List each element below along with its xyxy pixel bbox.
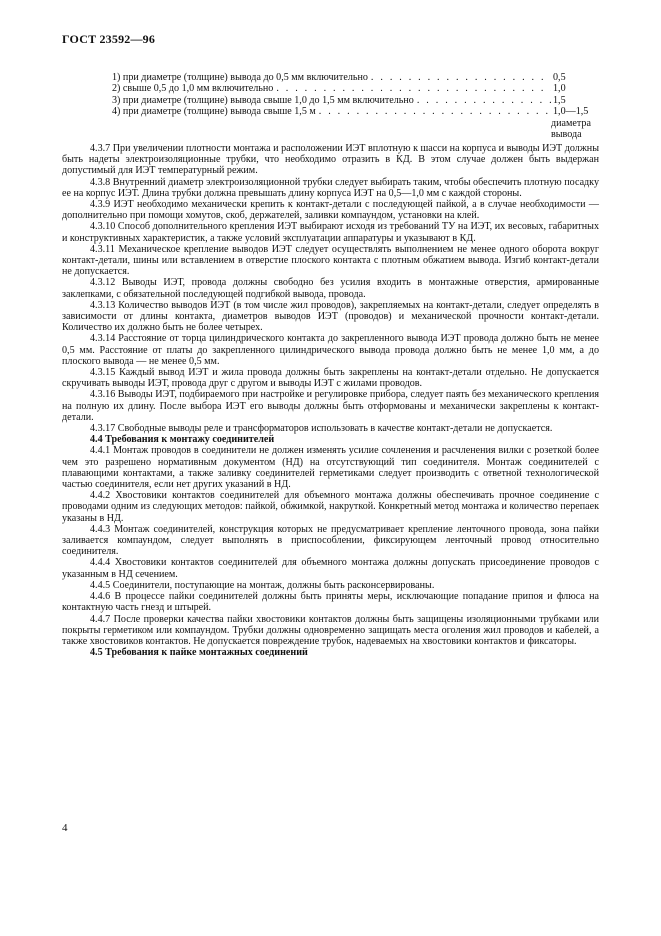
paragraph: 4.3.14 Расстояние от торца цилиндрического контакта до закрепленного вывода ИЭТ провода должно быть не менее 0,5 мм. Расстояние от платы до закрепленного цилиндрического вывода провода должно быть не менее 1,0 мм, а до плоского вывода — не менее 0,5 мм. <box>62 333 599 367</box>
dot-leader <box>319 106 551 117</box>
paragraph: 4.4.3 Монтаж соединителей, конструкция которых не предусматривает крепление ленточного провода, зона пайки заливается компаундом, следует выполнять в приспособлении, фиксирующем ленточный провод относительно соединителя. <box>62 523 599 558</box>
paragraph: 4.3.7 При увеличении плотности монтажа и расположении ИЭТ вплотную к шасси на корпуса и выводы ИЭТ должны быть надеты электроизоляционные трубки, что необходимо отразить в КД. В этом случае должен быть выдержан допустимый для ИЭТ температурный режим. <box>62 142 599 177</box>
paragraph: 4.3.15 Каждый вывод ИЭТ и жила провода должны быть закреплены на контакт-детали отдельно. Не допускается скручивать выводы ИЭТ, провода друг с другом и выводы ИЭТ с жилами проводов. <box>62 367 599 390</box>
list-item-text: 3) при диаметре (толщине) вывода свыше 1,0 до 1,5 мм включительно <box>112 94 414 106</box>
list-note-line: диаметра <box>551 117 591 129</box>
paragraph: 4.4.2 Хвостовики контактов соединителей для объемного монтажа должны обеспечивать прочное соединение с проводами одним из следующих методов: пайкой, обжимкой, накруткой. Конкретный метод монтажа и количество перепаек указаны в НД. <box>62 490 599 524</box>
list-item <box>62 72 599 83</box>
paragraph: 4.3.9 ИЭТ необходимо механически крепить к контакт-детали с последующей пайкой, а в случае необходимости — дополнительно при помощи хомутов, скоб, держателей, заливки компаундом, установки на клей. <box>62 198 599 222</box>
paragraph: 4.3.16 Выводы ИЭТ, подбираемого при настройке и регулировке прибора, следует паять без механического крепления на полную их длину. После выбора ИЭТ его выводы должны быть отформованы и механически закреплены к контакт-детали. <box>62 389 599 423</box>
list-item-value: 1,0—1,5 <box>553 106 589 118</box>
paragraph: 4.3.12 Выводы ИЭТ, провода должны свободно без усилия входить в монтажные отверстия, армированные заклепками, с обязательной последующей подгибкой вывода, провода. <box>62 277 599 300</box>
list-item-value: 1,5 <box>553 94 566 106</box>
paragraph: 4.4.4 Хвостовики контактов соединителей для объемного монтажа должны допускать присоединение проводов с указанным в НД сечением. <box>62 557 599 580</box>
list-item <box>62 83 599 94</box>
page-header: ГОСТ 23592—96 <box>62 32 156 46</box>
list-item <box>62 106 599 117</box>
dot-leader <box>371 72 551 83</box>
paragraph: 4.3.11 Механическое крепление выводов ИЭТ следует осуществлять выполнением не менее одного оборота вокруг контакт-детали, шины или вставлением в отверстие плоского контакта с плотным обжатием вывода. Изгиб контакт-детали не допускается. <box>62 243 599 278</box>
paragraph: 4.4.1 Монтаж проводов в соединители не должен изменять усилие сочленения и расчленения вилки с розеткой более чем это разрешено нормативным документом (НД) на отсутствующий тип соединителя. Монтаж соединителей с плавающими контактами, а также заливку соединителей герметиками следует производить с ответной технологической частью соединителя, если нет других указаний в НД. <box>62 445 599 491</box>
list-item-value: 1,0 <box>553 83 566 95</box>
list-item-text: 4) при диаметре (толщине) вывода свыше 1,5 м <box>112 106 316 118</box>
paragraph: 4.3.13 Количество выводов ИЭТ (в том числе жил проводов), закрепляемых на контакт-детали, следует определять в зависимости от длины контакта, диаметров выводов ИЭТ (проводов) и механической прочности контакт-детали. Количество их должно быть не более четырех. <box>62 299 599 334</box>
section-heading: 4.5 Требования к пайке монтажных соединений <box>90 647 308 659</box>
list-item-text: 1) при диаметре (толщине) вывода до 0,5 мм включительно <box>112 72 368 83</box>
list-item-text: 2) свыше 0,5 до 1,0 мм включительно <box>112 83 274 95</box>
paragraph: 4.4.5 Соединители, поступающие на монтаж, должны быть расконсервированы. <box>90 579 435 591</box>
dot-leader <box>276 83 551 94</box>
list-item-value: 0,5 <box>553 72 566 83</box>
paragraph: 4.3.17 Свободные выводы реле и трансформаторов использовать в качестве контакт-детали не допускается. <box>90 423 553 435</box>
document-body <box>62 72 599 658</box>
paragraph: 4.4.6 В процессе пайки соединителей должны быть приняты меры, исключающие попадание припоя и флюса на контактную часть гнезд и штырей. <box>62 591 599 614</box>
paragraph: 4.4.7 После проверки качества пайки хвостовики контактов должны быть защищены изоляционными трубками или покрыты герметиком или компаундом. Трубки должны одновременно защищать места оголения жил проводов и кабелей, а также хвостовиков контактов. Не допускается повреждение трубок, надеваемых на хвостовики контактов и фиксаторы. <box>62 613 599 647</box>
paragraph: 4.3.8 Внутренний диаметр электроизоляционной трубки следует выбирать таким, чтобы обеспечить плотную посадку ее на корпус ИЭТ. Длина трубки должна превышать длину корпуса ИЭТ на 0,5—1,0 мм с каждой стороны. <box>62 176 599 199</box>
paragraph: 4.3.10 Способ дополнительного крепления ИЭТ выбирают исходя из требований ТУ на ИЭТ, их весовых, габаритных и конструктивных характеристик, а также условий эксплуатации аппаратуры и указывают в КД. <box>62 221 599 244</box>
page-number: 4 <box>62 822 68 834</box>
section-heading: 4.4 Требования к монтажу соединителей <box>90 434 275 446</box>
dot-leader <box>417 95 551 106</box>
diameter-list <box>62 72 599 140</box>
list-note-line: вывода <box>551 128 582 140</box>
list-item <box>62 95 599 106</box>
